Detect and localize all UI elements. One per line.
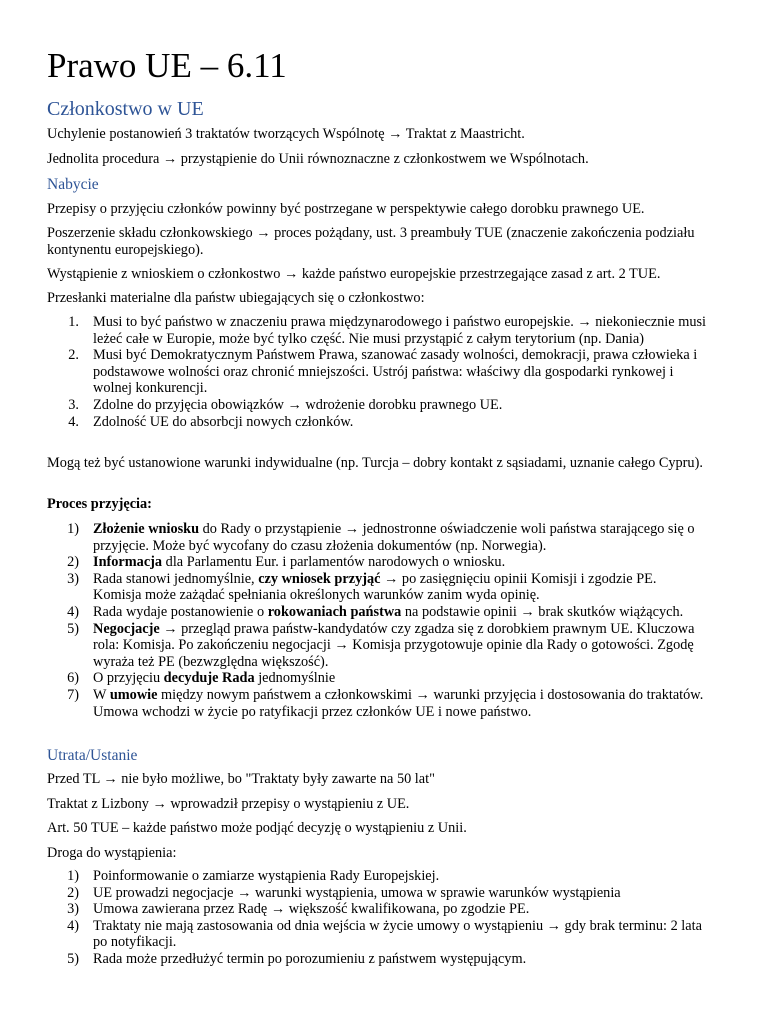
list-number: 3.	[68, 396, 79, 413]
process-step	[0, 670, 720, 687]
process-step	[0, 571, 720, 604]
list-item	[0, 868, 720, 885]
list-item	[0, 918, 720, 951]
list-item	[0, 397, 720, 414]
paragraph: Traktat z Lizbony → wprowadził przepisy o wystąpieniu z UE.	[47, 796, 410, 812]
process-step	[0, 687, 720, 720]
list-number: 1.	[68, 314, 79, 330]
section-heading-membership: Członkostwo w UE	[47, 98, 204, 120]
paragraph: Wystąpienie z wnioskiem o członkostwo → każde państwo europejskie przestrzegające zasad z art. 2 TUE.	[47, 266, 661, 282]
list-number: 1)	[67, 868, 79, 884]
list-item-text: Zdolne do przyjęcia obowiązków → wdrożenie dorobku prawnego UE.	[93, 396, 503, 413]
list-number: 5)	[67, 950, 79, 967]
list-number: 2.	[68, 347, 79, 364]
text-segment: O przyjęciu	[93, 670, 164, 687]
list-item	[0, 951, 720, 968]
list-number: 6)	[67, 670, 79, 687]
text-segment: W	[93, 686, 110, 703]
list-item	[0, 347, 720, 397]
paragraph: Mogą też być ustanowione warunki indywidualne (np. Turcja – dobry kontakt z sąsiadami, uznanie całego Cypru).	[47, 455, 703, 471]
process-step	[0, 621, 720, 671]
list-item-text: Rada może przedłużyć termin po porozumieniu z państwem występującym.	[93, 950, 527, 967]
list-item	[0, 885, 720, 902]
paragraph: Przed TL → nie było możliwe, bo "Traktaty były zawarte na 50 lat"	[47, 771, 435, 787]
list-item-text: Traktaty nie mają zastosowania od dnia wejścia w życie umowy o wystąpieniu → gdy brak terminu: 2 lata po notyfikacji.	[93, 917, 702, 951]
list-item	[0, 901, 720, 918]
bold-text: czy wniosek przyjąć	[258, 570, 381, 587]
list-item-text: Zdolność UE do absorbcji nowych członków.	[93, 413, 354, 430]
text-segment: → przegląd prawa państw-kandydatów czy zgadza się z dorobkiem prawnym UE. Kluczowa rola: Komisja. Po zakończeniu negocjacji → Komisja przygotowuje opinie dla Rady o gotowości. Zgodę wyraża też PE (bezwzględna większość).	[93, 620, 695, 670]
bold-text: umowie	[109, 686, 158, 703]
process-step	[0, 604, 720, 621]
text-segment: do Rady o przystąpienie → jednostronne oświadczenie woli państwa starającego się o przyjęcie. Może być wycofany do czasu złożenia dokumentów (np. Norwegia).	[93, 521, 695, 554]
criteria-list	[0, 314, 720, 430]
list-item	[0, 414, 720, 431]
bold-label: Proces przyjęcia:	[47, 496, 152, 512]
subheading-nabycie: Nabycie	[47, 176, 99, 193]
paragraph: Przesłanki materialne dla państw ubiegających się o członkostwo:	[47, 290, 425, 306]
text-segment: między nowym państwem a członkowskimi → warunki przyjęcia i dostosowania do traktatów. Umowa wchodzi w życie po ratyfikacji przez członków UE i nowe państwo.	[93, 686, 704, 720]
list-number: 3)	[67, 570, 79, 587]
bold-text: Informacja	[93, 554, 163, 571]
list-number: 1)	[67, 521, 79, 537]
bold-text: decyduje Rada	[163, 670, 255, 687]
list-number: 4.	[68, 413, 79, 430]
list-item-text: UE prowadzi negocjacje → warunki wystąpienia, umowa w sprawie warunków wystąpienia	[93, 884, 621, 901]
text-segment: dla Parlamentu Eur. i parlamentów narodowych o wniosku.	[162, 554, 506, 571]
list-item-text: Musi to być państwo w znaczeniu prawa międzynarodowego i państwo europejskie. → niekoniecznie musi leżeć całe w Europie, może być tylko część. Nie musi przystąpić z całym terytorium (np. Dania)	[93, 314, 707, 347]
paragraph: Uchylenie postanowień 3 traktatów tworzących Wspólnotę → Traktat z Maastricht.	[47, 126, 525, 142]
list-item-text: Musi być Demokratycznym Państwem Prawa, szanować zasady wolności, demokracji, prawa człowieka i podstawowe wolności oraz chronić mniejszości. Ustrój państwa: właściwy dla gospodarki rynkowej i wolnej konkurencji.	[93, 347, 698, 397]
paragraph: Poszerzenie składu członkowskiego → proces pożądany, ust. 3 preambuły TUE (znaczenie zakończenia podziału kontynentu europejskiego).	[47, 225, 695, 258]
bold-text: Negocjacje	[93, 620, 160, 637]
text-segment: na podstawie opinii → brak skutków wiążących.	[401, 603, 684, 620]
text-segment: Rada stanowi jednomyślnie,	[93, 570, 259, 587]
bold-text: Złożenie wniosku	[93, 521, 200, 537]
bold-text: rokowaniach państwa	[267, 603, 402, 620]
list-item-text: Poinformowanie o zamiarze wystąpienia Rady Europejskiej.	[93, 868, 440, 884]
process-step	[0, 554, 720, 571]
withdrawal-steps-list	[0, 868, 720, 968]
list-item-text: Umowa zawierana przez Radę → większość kwalifikowana, po zgodzie PE.	[93, 901, 530, 918]
paragraph: Droga do wystąpienia:	[47, 845, 177, 861]
list-number: 4)	[67, 603, 79, 620]
process-step	[0, 521, 720, 554]
text-segment: jednomyślnie	[254, 670, 336, 687]
paragraph: Jednolita procedura → przystąpienie do Unii równoznaczne z członkostwem we Wspólnotach.	[47, 151, 589, 167]
paragraph: Art. 50 TUE – każde państwo może podjąć decyzję o wystąpieniu z Unii.	[47, 820, 467, 836]
list-item	[0, 314, 720, 347]
subheading-utrata: Utrata/Ustanie	[47, 747, 138, 764]
list-number: 7)	[67, 686, 79, 703]
proces-heading	[47, 496, 727, 513]
admission-process-list	[0, 521, 720, 720]
paragraph: Przepisy o przyjęciu członków powinny być postrzegane w perspektywie całego dorobku prawnego UE.	[47, 201, 645, 217]
list-number: 5)	[67, 620, 79, 637]
text-segment: → po zasięgnięciu opinii Komisji i zgodzie PE. Komisja może zażądać spełniania określonych warunków zanim wyda opinię.	[93, 570, 657, 604]
list-number: 3)	[67, 901, 79, 918]
list-number: 4)	[67, 917, 79, 934]
text-segment: Rada wydaje postanowienie o	[93, 603, 268, 620]
page-title: Prawo UE – 6.11	[47, 46, 287, 85]
list-number: 2)	[67, 554, 79, 571]
list-number: 2)	[67, 884, 79, 901]
